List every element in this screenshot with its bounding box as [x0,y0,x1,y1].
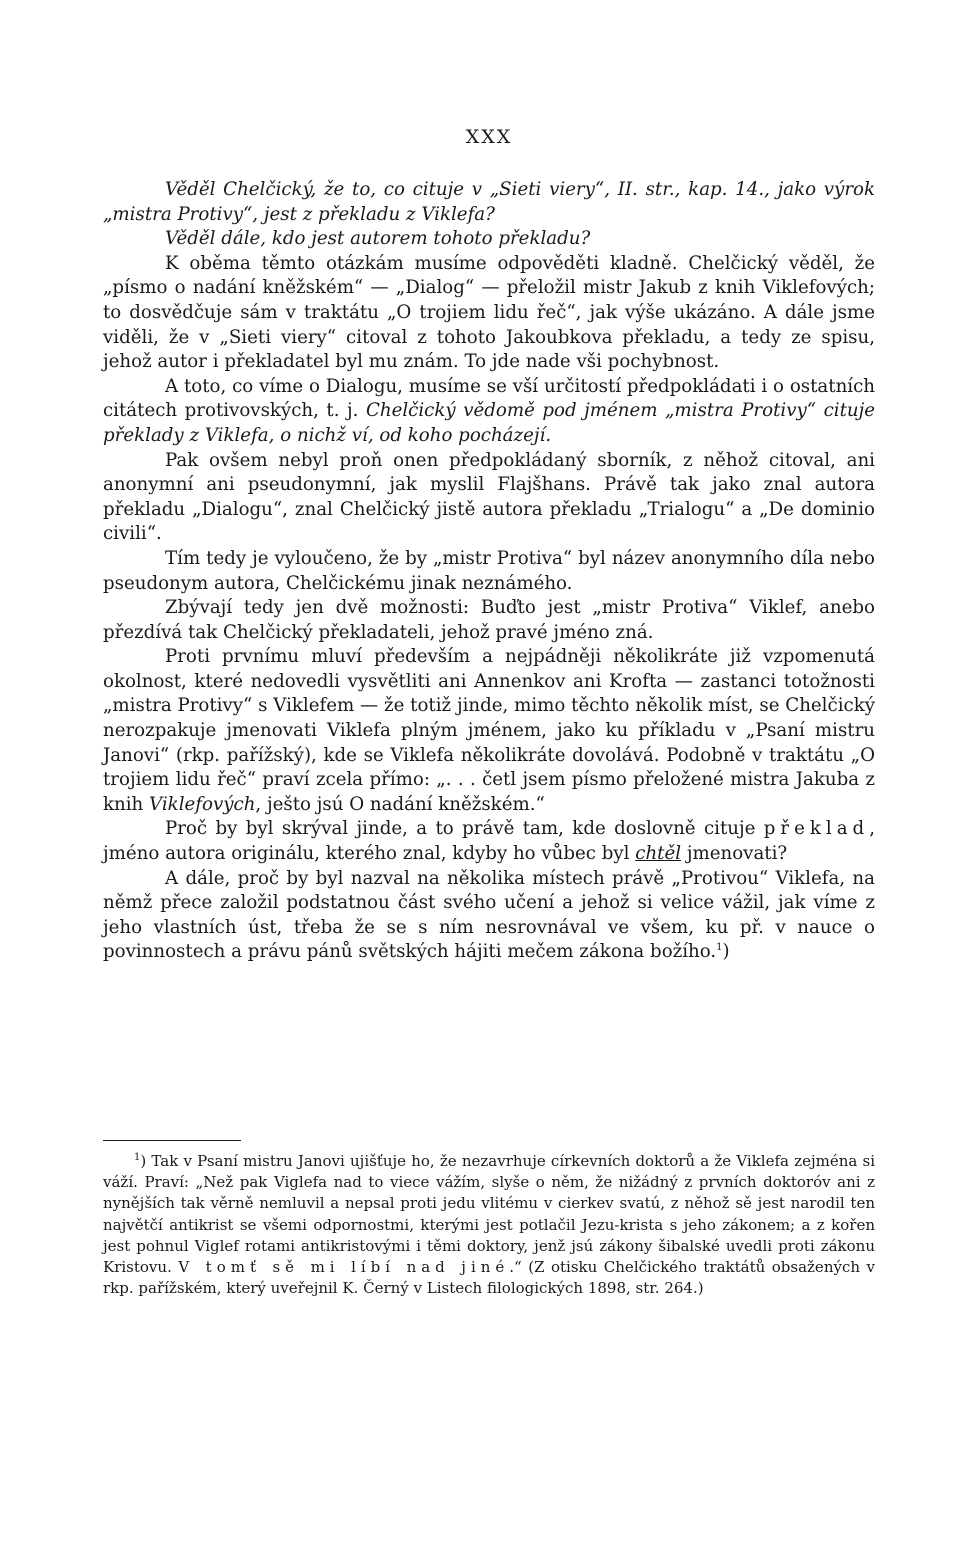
page-number: XXX [465,126,513,148]
paragraph: Proti prvnímu mluví především a nejpádněji několikráte již vzpomenutá okolnost, které nedovedli vysvětliti ani Annenkov ani Krofta — zastanci totožnosti „mistra Protivy“ s Viklefem — že totiž jinde, mimo těchto několik míst, se Chelčický nerozpakuje jmenovati Viklefa plným jménem, jako ku příkladu v „Psaní mistru Janovi“ (rkp. pařížský), kde se Viklefa několikráte dovolává. Podobně v traktátu „O trojiem lidu řeč“ praví zcela přímo: „. . . četl jsem písmo přeložené mistra Jakuba z knih Viklefových, ješto jsú O nadání kněžském.“ [103,646,875,815]
paragraph: K oběma těmto otázkám musíme odpověděti kladně. Chelčický věděl, že „písmo o nadání kněžském“ — „Dialog“ — přeložil mistr Jakub z knih Viklefových; to dosvědčuje sám v traktátu „O trojiem lidu řeč“, jak výše ukázáno. A dále jsme viděli, že v „Sieti viery“ citoval z tohoto Jakoubkova překladu, a tedy ze spisu, jehož autor i překladatel byl mu znám. To jde nade vši pochybnost. [103,252,875,373]
paragraph: Pak ovšem nebyl proň onen předpokládaný sborník, z něhož citoval, ani anonymní ani pseudonymní, jak myslil Flajšhans. Právě tak jako znal autora překladu „Dialogu“, znal Chelčický jistě autora překladu „Trialogu“ a „De dominio civili“. [103,449,875,545]
footnotes [103,1151,875,1299]
paragraph: Tím tedy je vyloučeno, že by „mistr Protiva“ byl název anonymního díla nebo pseudonym autora, Chelčickému jinak neznámého. [103,547,875,594]
main-text [103,178,875,965]
paragraph: A dále, proč by byl nazval na několika místech právě „Protivou“ Viklefa, na němž přece založil podstatnou část svého učení a jehož si velice vážil, jak víme z jeho vlastních úst, třeba že se s ním nesrovnával ve všem, ku př. v nauce o povinnostech a právu pánů světských hájiti mečem zákona božího.$^1$) [103,867,875,963]
paragraph: A toto, co víme o Dialogu, musíme se vší určitostí předpokládati i o ostatních citátech protivovských, t. j. Chelčický vědomě pod jménem „mistra Protivy“ cituje překlady z Viklefa, o nichž ví, od koho pocházejí. [103,375,876,446]
paragraph: Proč by byl skrýval jinde, a to právě tam, kde doslovně cituje překlad, jméno autora originálu, kterého znal, kdyby ho vůbec byl chtěl jmenovati? [103,818,875,865]
footnote-divider [103,1140,241,1141]
paragraph: Věděl Chelčický, že to, co cituje v „Sieti viery“, II. str., kap. 14., jako výrok „mistra Protivy“, jest z překladu z Viklefa? [103,179,875,225]
paragraph: Věděl dále, kdo jest autorem tohoto překladu? [165,228,591,250]
footnote: $^1$) Tak v Psaní mistru Janovi ujišťuje ho, že nezavrhuje církevních doktorů a že Viklefa zejména si váží. Praví: „Než pak Viglefa nad to viece vážím, slyše o něm, že nižádný z prvních doktoróv ani z nynějších tak věrně nemluvil a nepsal proti jedu vlitému v cierkev svatú, z něhož sě jest narodil ten najvětčí antikrist se všemi odpornostmi, kterými jest potlačil Jezu-krista s jeho zákonem; a z kořen jest pohnul Viglef rotami antikristovými i těmi doktory, jenž jsú zákony šibalské uvedli proti zákonu Kristovu. V tomť sě mi líbí nad jiné.“ (Z otisku Chelčického traktátů obsažených v rkp. pařížském, který uveřejnil K. Černý v Listech filologických 1898, str. 264.) [103,1152,875,1298]
paragraph: Zbývají tedy jen dvě možnosti: Buďto jest „mistr Protiva“ Viklef, anebo přezdívá tak Chelčický překladateli, jehož pravé jméno zná. [103,597,875,643]
